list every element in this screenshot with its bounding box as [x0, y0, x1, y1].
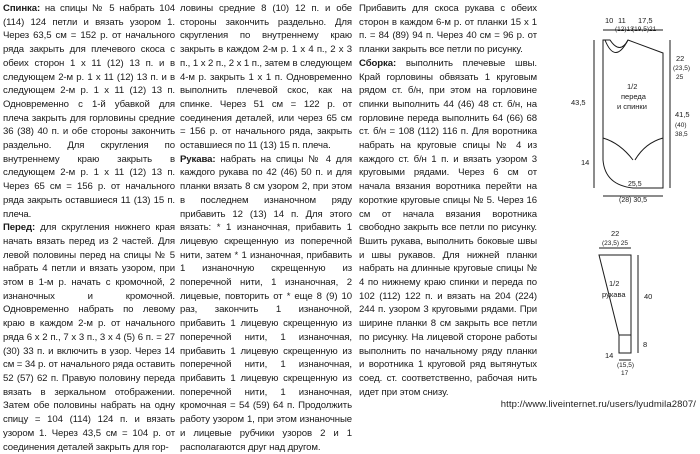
body-right-top: 22 [676, 54, 685, 63]
text-column-1 [3, 2, 175, 454]
body-label-3: и спинки [617, 102, 647, 111]
sleeve-labels [602, 229, 652, 377]
body-bottom-width: 25,5 [628, 181, 642, 188]
back-text: на спицы № 5 набрать 104 (114) 124 петли и вязать узором 1. Через 63,5 см = 152 р. от начального ряда закрыть для плечевого скоса с обеих сторон 1 х 11 (12) 13 п. и в следующем 2-м р. 1 х 11 (12) 13 п. и в следующем 2-м р. 1 х 11 (12) 13 п. Одновременно с 1-й убавкой для плеча закрыть для горловины средние 36 (38) 40 п. и обе стороны закончить раздельно. Для скругления по внутреннему краю закрыть в следующем 2-м р. 1 х 11 (12) 13 п. Через 65 см = 156 р. от начального ряда закрыть оставшиеся 11 (13) 15 п. плеча. [3, 3, 175, 220]
back-heading: Спинка: [3, 3, 41, 14]
sleeve-label-1: 1/2 [609, 279, 620, 288]
sleeve-cuff [619, 335, 631, 353]
body-top-mid: 11 [618, 16, 626, 25]
assembly-text: выполнить плечевые швы. Край горловины обвязать 1 круговым рядом ст. б/н, при этом на горловине спинки выполнить 44 (46) 48 ст. б/н, на горловине переда выполнить 64 (66) 68 ст. б/н = 108 (112) 116 п. Для воротника набрать на круговые спицы № 4 из каждого ст. б/н 1 п. и вязать узором 3 круговыми рядами. Через 6 см от начала вязания воротника перейти на короткие круговые спицы № 5. Через 16 см от начала вязания воротника свободно закрыть все петли по рисунку. Вшить рукава, выполнить боковые швы и швы рукавов. Для нижней планки набрать на длинные круговые спицы № 4 по нижнему краю спинки и переда по 102 (112) 122 п. и вязать на 204 (224) 244 п. узором 3 круговыми рядами. При ширине планки 8 см закрыть все петли по рисунку. На лицевой стороне работы выполнить по начальному ряду планки и воротника 1 круговой ряд вытянутых соед. ст. соответственно, рабочая нить идет при этом снизу. [359, 57, 537, 398]
body-right-top-sub1: (23,5) [673, 65, 690, 72]
body-top-right: 17,5 [638, 16, 653, 25]
front-heading: Перед: [3, 222, 36, 234]
body-outline [603, 40, 663, 188]
body-right-height: 41,5 [675, 110, 690, 119]
sleeve-label-2: рукава [602, 290, 626, 299]
hem-curve [603, 138, 633, 160]
body-top-right-sub: (19,5)21 [632, 26, 657, 33]
sleeve-cuff-label: 8 [643, 340, 648, 349]
sleeves-heading: Рукава: [180, 153, 216, 165]
body-top-mid-sub: (12)13 [615, 26, 634, 33]
body-label-1: 1/2 [627, 82, 638, 91]
body-right-height-sub2: 38,5 [675, 131, 688, 138]
body-label-2: переда [621, 92, 646, 101]
sleeve-top: 22 [611, 229, 620, 238]
assembly-heading: Сборка: [359, 57, 397, 69]
assembly-section [359, 57, 537, 400]
body-left-bottom: 14 [581, 158, 590, 167]
body-bottom-width-sub: (28) 30,5 [619, 197, 648, 204]
sleeves-text: набрать на спицы № 4 для каждого рукава по 42 (46) 50 п. и для планки вязать 8 см узором 2, при этом в последнем изнаночном ряду прибавить 12 (13) 14 п. Для этого вязать: * 1 изнаночная, прибавить 1 лицевую скрещенную из поперечной нити, затем * 1 изнаночная, прибавить 1 изнаночную скрещенную из поперечной нити, 1 изнаночная, 2 лицевые, повторить от * еще 8 (9) 10 раз, закончить 1 изнаночной, прибавить 1 лицевую скрещенную из поперечной нити, 1 изнаночная, прибавить 1 лицевую скрещенную из поперечной нити, 1 изнаночная, прибавить 1 лицевую скрещенную из поперечной нити, 1 изнаночная, кромочная = 54 (59) 64 п. Продолжить работу узором 1, при этом изнаночные и лицевые рубчики узоров 2 и 1 располагаются друг над другом. [180, 153, 352, 453]
body-right-top-sub2: 25 [676, 74, 684, 81]
sleeve-bottom-sub: (15,5) [617, 362, 634, 369]
body-schematic [594, 30, 670, 196]
sleeve-right-height: 40 [644, 292, 653, 301]
sleeve-bottom: 14 [605, 351, 614, 360]
front-section [3, 221, 175, 454]
text-column-2 [180, 2, 352, 454]
sleeve-top-sub: (23,5) 25 [602, 240, 629, 247]
front-text: для скругления нижнего края начать вязать перед из 2 частей. Для левой половины перед на спицы № 5 набрать 4 петли и вязать узором, при этом в 1-м р. начать с кромочной, 2 изнаночных и кромочной. Одновременно набрать по левому краю в каждом 2-м р. от начального ряда 6 х 2 п., 7 х 3 п., 3 х 4 (5) 6 п. = 27 (30) 33 п. и включить в узор. Через 14 см = 34 р. от начального ряда оставить 52 (57) 62 п. Правую половину переда вязать в зеркальном отображении. Затем обе половины набрать на одну спицу = 104 (114) 124 п. и вязать узором 1. Через 43,5 см = 104 р. от соединения деталей закрыть для гор- [3, 222, 175, 453]
body-labels [571, 16, 690, 204]
sleeves-continued: Прибавить для скоса рукава с обеих сторон в каждом 6-м р. от планки 15 х 1 п. = 84 (89) 94 п. Через 40 см = 96 р. от планки закрыть все петли по рисунку. [359, 3, 537, 56]
front-continued: ловины средние 8 (10) 12 п. и обе стороны закончить раздельно. Для скругления по внутреннему краю закрыть в каждом 2-м р. 1 х 4 п., 2 х 3 п., 1 х 2 п., 2 х 1 п., затем в следующем 4-м р. закрыть 1 х 1 п. Одновременно выполнить плечевой скос, как на спинке. Через 51 см = 122 р. от соединения деталей, или через 65 см = 156 р. от начального ряда, закрыть оставшиеся по 11 (13) 15 п. плеча. [180, 3, 352, 152]
back-section [3, 2, 175, 221]
text-column-3 [359, 2, 537, 399]
body-right-height-sub1: (40) [675, 122, 687, 129]
hem-curve-right [635, 138, 663, 160]
body-top-left: 10 [605, 16, 614, 25]
sleeves-section [180, 153, 352, 454]
pattern-schematic [545, 10, 700, 410]
sleeve-bottom-last: 17 [621, 370, 629, 377]
source-url[interactable]: http://www.liveinternet.ru/users/lyudmila2807/ [500, 399, 696, 410]
body-left-height: 43,5 [571, 98, 586, 107]
sleeve-schematic [599, 248, 638, 360]
